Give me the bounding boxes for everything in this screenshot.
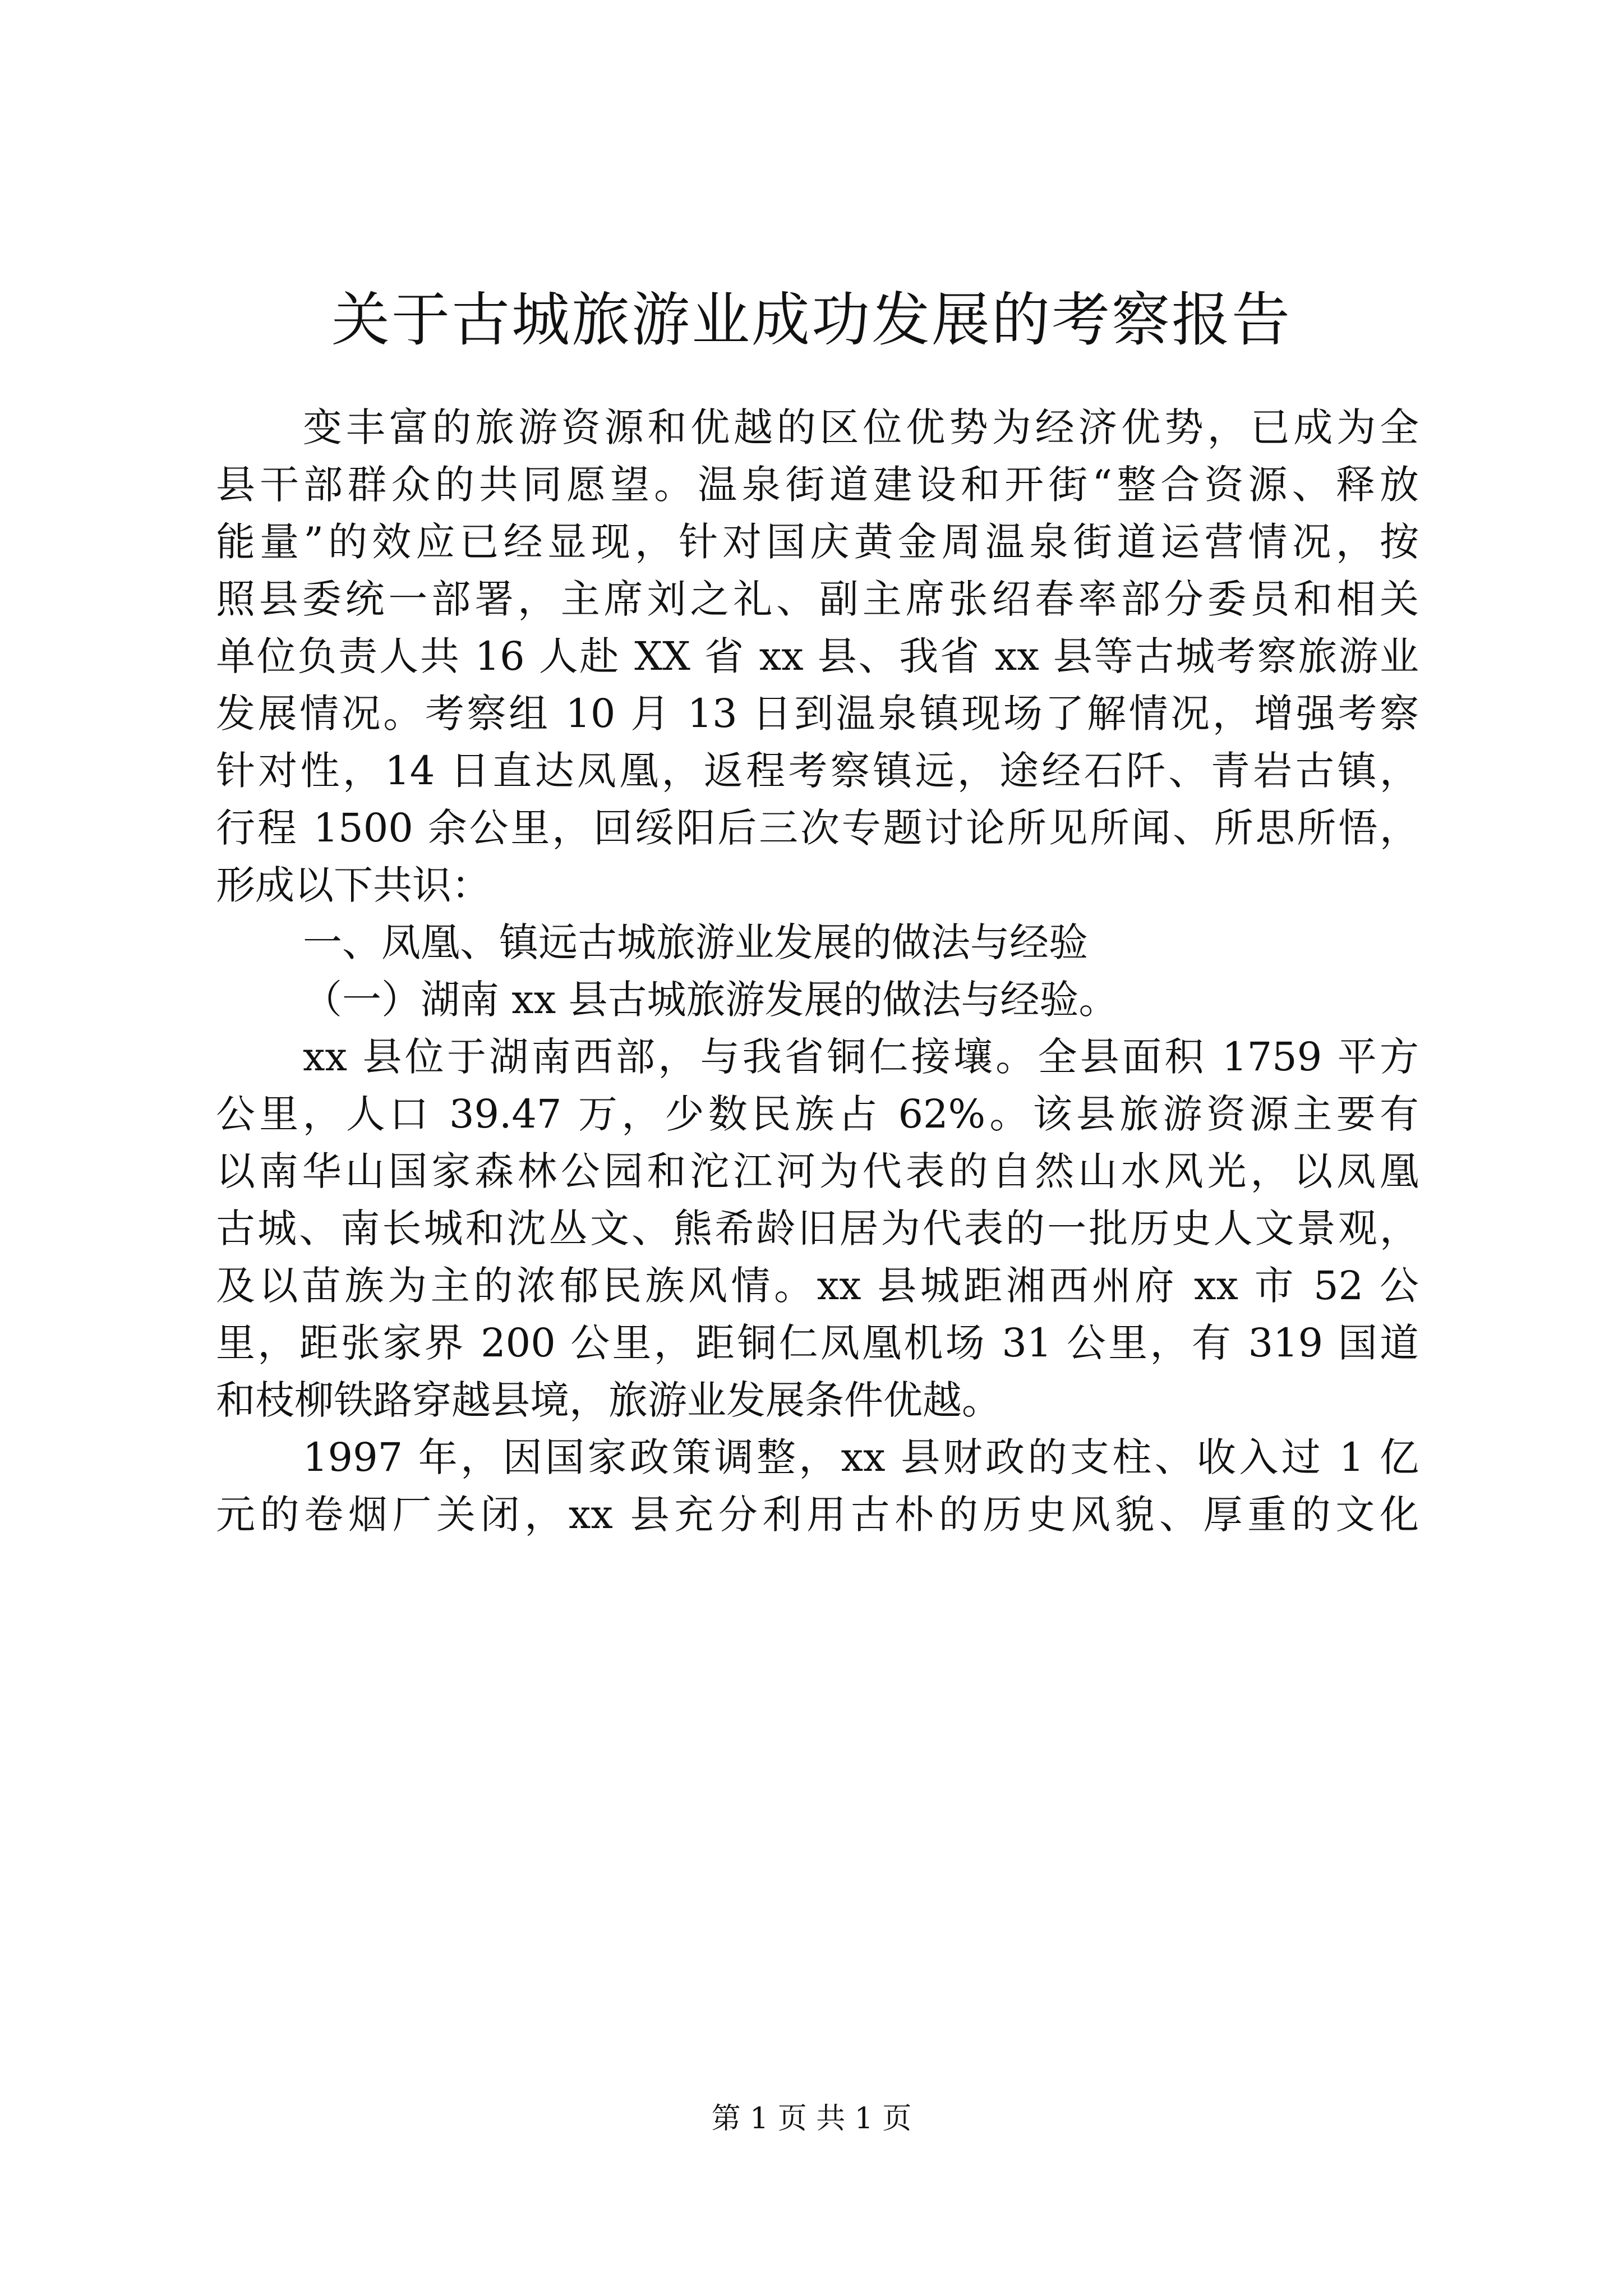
paragraph-line: 行程 1500 余公里，回绥阳后三次专题讨论所见所闻、所思所悟， — [216, 805, 1419, 851]
paragraph-line: 公里，人口 39.47 万，少数民族占 62%。该县旅游资源主要有 — [216, 1091, 1419, 1137]
paragraph-line: 照县委统一部署，主席刘之礼、副主席张绍春率部分委员和相关 — [216, 576, 1419, 622]
paragraph-line: 和枝柳铁路穿越县境，旅游业发展条件优越。 — [216, 1377, 1001, 1423]
paragraph-line: 1997 年，因国家政策调整，xx 县财政的支柱、收入过 1 亿 — [303, 1434, 1419, 1480]
paragraph-line: xx 县位于湖南西部，与我省铜仁接壤。全县面积 1759 平方 — [303, 1034, 1419, 1080]
paragraph-line: 能量”的效应已经显现，针对国庆黄金周温泉街道运营情况，按 — [216, 519, 1419, 565]
paragraph-line: 及以苗族为主的浓郁民族风情。xx 县城距湘西州府 xx 市 52 公 — [216, 1263, 1419, 1309]
paragraph-line: 古城、南长城和沈丛文、熊希龄旧居为代表的一批历史人文景观， — [216, 1205, 1419, 1251]
page-footer: 第 1 页 共 1 页 — [711, 2102, 912, 2136]
paragraph-line: 针对性，14 日直达凤凰，返程考察镇远，途经石阡、青岩古镇， — [216, 748, 1419, 794]
paragraph-line: 里，距张家界 200 公里，距铜仁凤凰机场 31 公里，有 319 国道 — [216, 1320, 1419, 1366]
document-title: 关于古城旅游业成功发展的考察报告 — [331, 286, 1292, 354]
paragraph-line: 发展情况。考察组 10 月 13 日到温泉镇现场了解情况，增强考察 — [216, 691, 1419, 737]
paragraph-line: 元的卷烟厂关闭，xx 县充分利用古朴的历史风貌、厚重的文化 — [216, 1492, 1419, 1538]
paragraph-line: 县干部群众的共同愿望。温泉街道建设和开街“整合资源、释放 — [216, 462, 1419, 508]
paragraph-line: 变丰富的旅游资源和优越的区位优势为经济优势，已成为全 — [303, 404, 1419, 450]
subsection-heading: （一）湖南 xx 县古城旅游发展的做法与经验。 — [303, 977, 1118, 1023]
paragraph-line: 以南华山国家森林公园和沱江河为代表的自然山水风光，以凤凰 — [216, 1148, 1419, 1194]
paragraph-line: 单位负责人共 16 人赴 XX 省 xx 县、我省 xx 县等古城考察旅游业 — [216, 633, 1419, 679]
paragraph-line: 形成以下共识： — [216, 862, 491, 908]
section-heading: 一、凤凰、镇远古城旅游业发展的做法与经验 — [303, 919, 1088, 965]
